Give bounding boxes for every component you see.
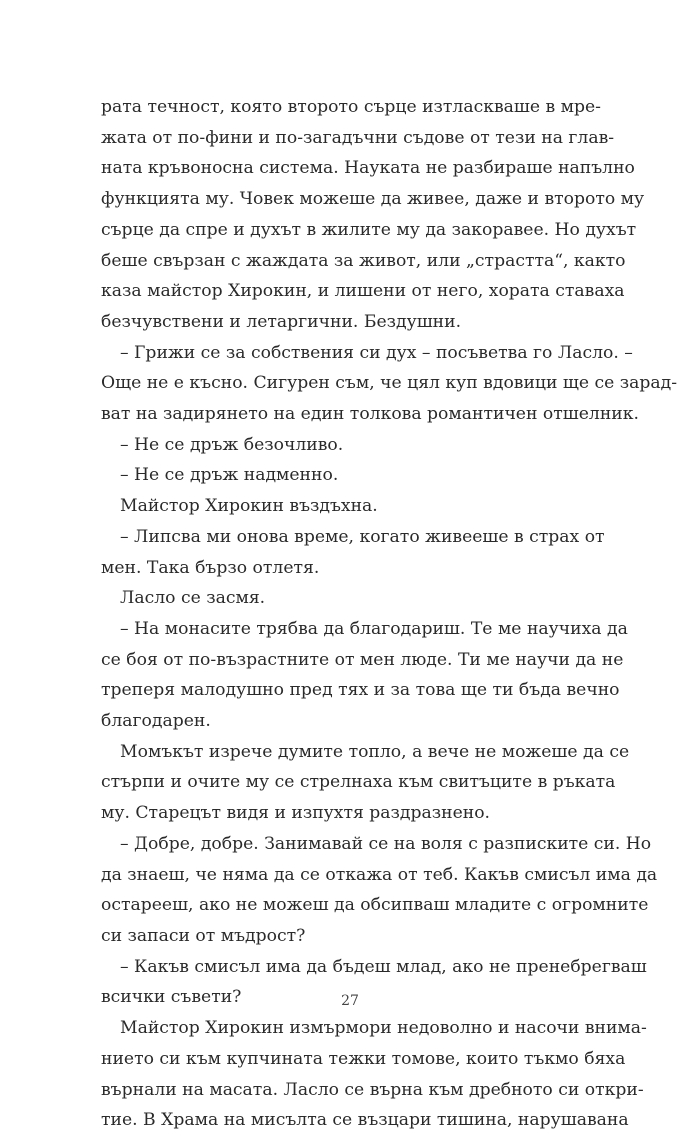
text-line: – Добре, добре. Занимавай се на воля с разписките си. Но [120,833,652,854]
text-line: върнали на масата. Ласло се върна към дребното си откри- [101,1079,644,1100]
text-line: треперя малодушно пред тях и за това ще ти бъда вечно [101,680,620,701]
text-line: му. Старецът видя и изпухтя раздразнено. [101,803,491,824]
text-line: безчувствени и летаргични. Бездушни. [101,311,462,332]
text-line: сърце да спре и духът в жилите му да закоравее. Но духът [101,219,637,240]
text-line: ната кръвоносна система. Науката не разбираше напълно [101,158,635,179]
text-line: си запаси от мъдрост? [101,925,306,946]
text-line: стърпи и очите му се стрелнаха към свитъците в ръката [101,772,616,793]
text-line: – Грижи се за собствения си дух – посъветва го Ласло. – [120,342,633,363]
text-line: каза майстор Хирокин, и лишени от него, хората ставаха [101,281,625,302]
text-line: – Не се дръж безочливо. [120,434,344,455]
text-line: да знаеш, че няма да се откажа от теб. Какъв смисъл има да [101,864,658,885]
text-line: благодарен. [101,711,211,732]
text-line: се боя от по-възрастните от мен люде. Ти ме научи да не [101,649,624,670]
text-line: жата от по-фини и по-загадъчни съдове от тези на глав- [101,127,615,148]
text-line: – Какъв смисъл има да бъдеш млад, ако не пренебрегваш [120,956,647,977]
text-line: тие. В Храма на мисълта се възцари тишина, нарушавана [101,1110,629,1131]
text-line: Още не е късно. Сигурен съм, че цял куп вдовици ще се зарад- [101,373,678,394]
text-line: нието си към купчината тежки томове, които тъкмо бяха [101,1048,626,1069]
text-line: Майстор Хирокин въздъхна. [120,496,378,517]
text-line: мен. Така бързо отлетя. [101,557,320,578]
text-line: всички съвети? [101,987,242,1008]
text-line: – Не се дръж надменно. [120,465,339,486]
text-line: Ласло се засмя. [120,588,266,609]
text-line: рата течност, която второто сърце изтласкваше в мре- [101,97,601,117]
text-line: функцията му. Човек можеше да живее, даже и второто му [101,189,645,210]
text-line: – Липсва ми онова време, когато живееше в страх от [120,526,605,547]
text-line: Момъкът изрече думите топло, а вече не можеше да се [120,741,630,762]
text-line: – На монасите трябва да благодариш. Те ме научиха да [120,618,628,639]
page-number: 27 [341,993,359,1009]
text-line: Майстор Хирокин измърмори недоволно и насочи внима- [120,1018,647,1039]
text-line: остарееш, ако не можеш да обсипваш младите с огромните [101,895,649,916]
body-text [101,92,678,1136]
text-line: ват на задирянето на един толкова романтичен отшелник. [101,404,639,425]
text-line: беше свързан с жаждата за живот, или „страстта“, както [101,250,626,271]
